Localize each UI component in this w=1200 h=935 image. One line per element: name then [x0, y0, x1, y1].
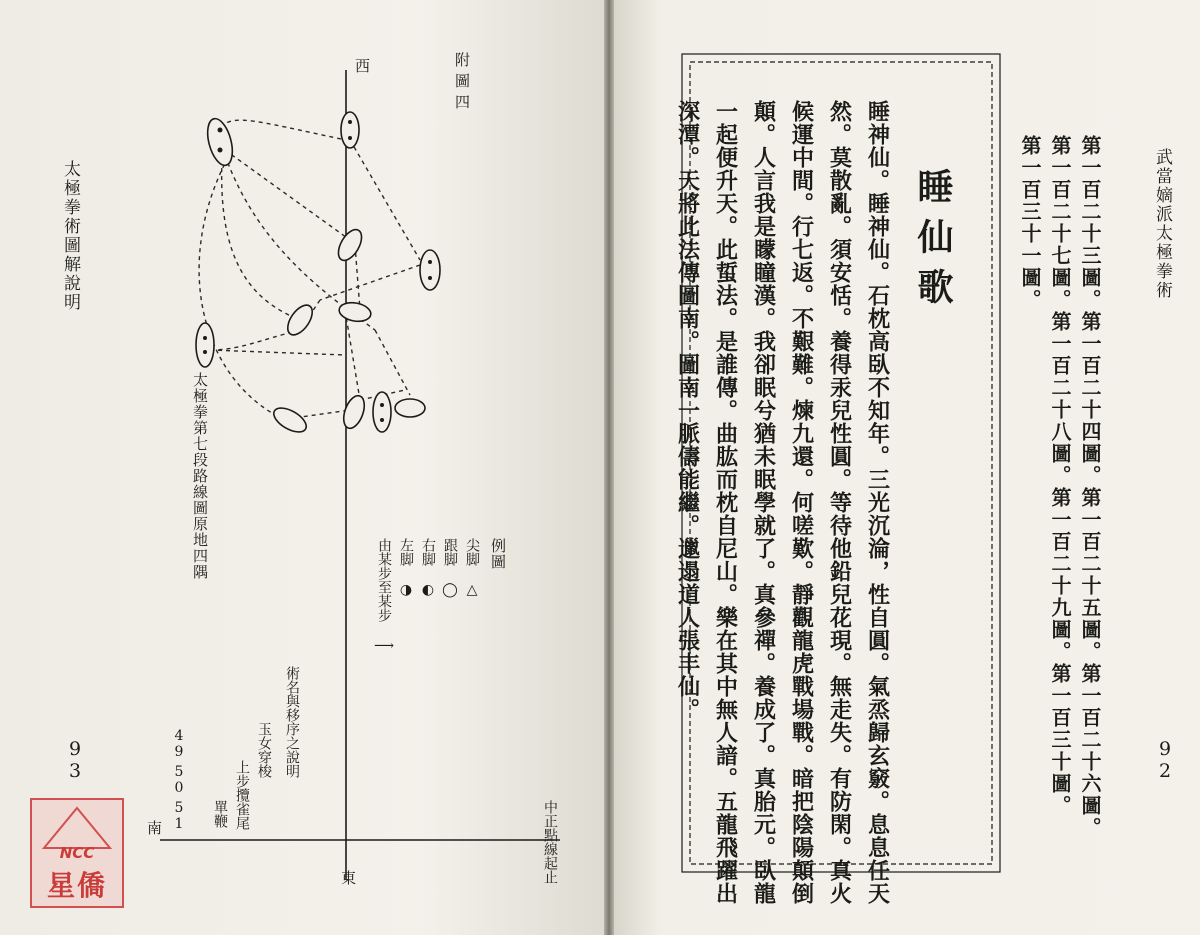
legend-row: 跟脚 ◯: [442, 538, 458, 598]
book-gutter: [604, 0, 614, 935]
direction-east: 東: [339, 870, 357, 885]
figure-list-line: 第一百三十一圖。: [1018, 135, 1042, 311]
legend-row: 左脚 ◑: [398, 538, 414, 598]
move-name: 上步攬雀尾: [234, 760, 250, 830]
figure-caption: 附圖四: [453, 52, 471, 115]
move-name: 玉女穿梭: [256, 722, 272, 778]
poem-line: 深潭。天將此法傳圖南。圖南一脈儔能繼。邋遢道人張丰仙。: [674, 100, 701, 721]
figure-title: 太極拳第七段路線圖原地四隅: [191, 372, 209, 580]
stamp-brand: NCC: [59, 844, 95, 862]
right-page-number: 92: [1154, 738, 1176, 782]
move-number: 50: [171, 764, 187, 796]
figure-list-line: 第一百二十三圖。第一百二十四圖。第一百二十五圖。第一百二十六圖。: [1078, 135, 1102, 839]
figure-list-line: 第一百二十七圖。第一百二十八圖。第一百二十九圖。第一百三十圖。: [1048, 135, 1072, 817]
legend-row: 右脚 ◐: [420, 538, 436, 598]
bottom-label: 中正點線起止: [542, 800, 558, 884]
legend-row: 由某步至某步 ⟶: [376, 538, 392, 654]
direction-west: 西: [353, 58, 371, 73]
left-page-number: 93: [64, 738, 86, 782]
move-name: 單鞭: [212, 800, 228, 828]
poem-line: 顛。人言我是矇瞳漢。我卻眠兮猶未眠學就了。真參禪。養成了。真胎元。臥龍: [750, 100, 777, 905]
move-label-header: 術名與移序之說明: [284, 666, 300, 778]
poem-line: 候運中間。行七返。不艱難。煉九還。何嗟歎。靜觀龍虎戰場戰。暗把陰陽顛倒: [788, 100, 815, 905]
move-number: 49: [171, 728, 187, 760]
left-running-title: 太極拳術圖解說明: [60, 160, 80, 312]
poem-line: 睡神仙。睡神仙。石枕高臥不知年。三光沉淪，性自圓。氣烝歸玄竅。息息任天: [864, 100, 891, 905]
poem-title: 睡仙歌: [912, 168, 954, 318]
stamp-name: 星僑: [46, 869, 107, 902]
right-running-title: 武當嫡派太極拳術: [1152, 148, 1172, 300]
direction-south: 南: [145, 820, 163, 835]
poem-line: 一起便升天。此蜇法。是誰傳。曲肱而枕自尼山。樂在其中無人諳。五龍飛躍出: [712, 100, 739, 905]
right-page: [614, 0, 1200, 935]
ncc-stamp: [30, 798, 124, 908]
legend-heading: 例圖: [489, 538, 507, 570]
legend-row: 尖脚 △: [464, 538, 480, 598]
move-number: 51: [171, 800, 187, 832]
poem-line: 然。莫散亂。須安恬。養得汞兒性圓。等待他鉛兒花現。無走失。有防閑。真火: [826, 100, 853, 905]
